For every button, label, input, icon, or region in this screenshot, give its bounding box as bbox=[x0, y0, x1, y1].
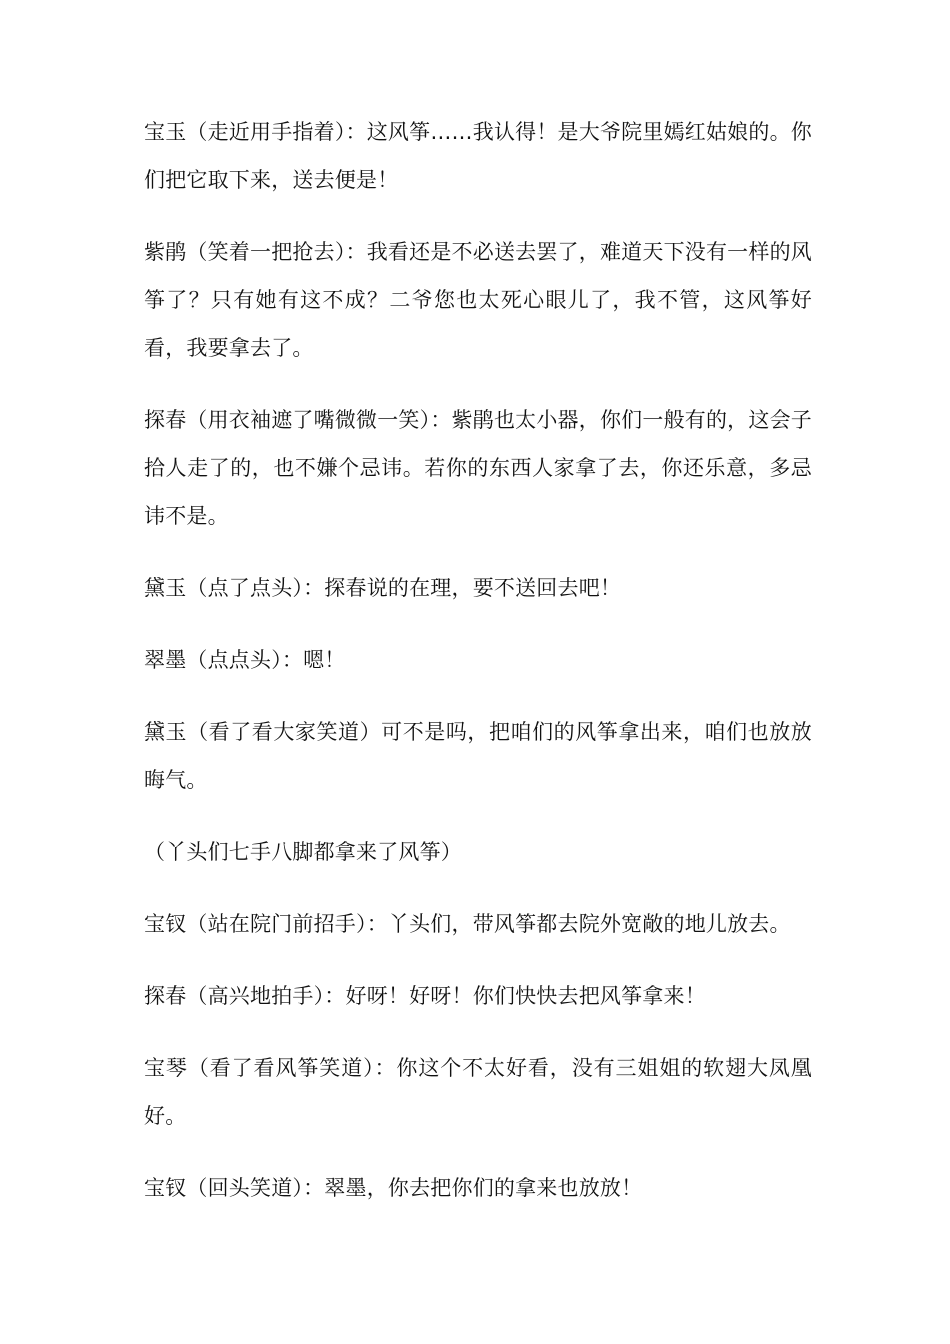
paragraph-daiyu-1: 黛玉（点了点头）：探春说的在理，要不送回去吧！ bbox=[144, 576, 622, 600]
paragraph-baochai-2: 宝钗（回头笑道）：翠墨，你去把你们的拿来也放放！ bbox=[144, 1176, 643, 1200]
document-body bbox=[144, 108, 812, 1236]
paragraph-baoyu-1: 宝玉（走近用手指着）：这风筝……我认得！是大爷院里嫣红姑娘的。你们把它取下来，送去便是！ bbox=[144, 120, 812, 192]
paragraph-daiyu-2: 黛玉（看了看大家笑道）可不是吗，把咱们的风筝拿出来，咱们也放放晦气。 bbox=[144, 720, 812, 792]
paragraph-tanchun-2: 探春（高兴地拍手）：好呀！好呀！你们快快去把风筝拿来！ bbox=[144, 984, 706, 1008]
paragraph-baochai-1: 宝钗（站在院门前招手）：丫头们，带风筝都去院外宽敞的地儿放去。 bbox=[144, 912, 791, 936]
paragraph-stage-direction: （丫头们七手八脚都拿来了风筝） bbox=[144, 840, 462, 864]
paragraph-zijuan: 紫鹃（笑着一把抢去）：我看还是不必送去罢了，难道天下没有一样的风筝了？只有她有这不成？二爷您也太死心眼儿了，我不管，这风筝好看，我要拿去了。 bbox=[144, 240, 812, 360]
paragraph-baoqin: 宝琴（看了看风筝笑道）：你这个不太好看，没有三姐姐的软翅大凤凰好。 bbox=[144, 1056, 812, 1128]
paragraph-cuimo: 翠墨（点点头）：嗯！ bbox=[144, 648, 346, 672]
paragraph-tanchun-1: 探春（用衣袖遮了嘴微微一笑）：紫鹃也太小器，你们一般有的，这会子拾人走了的，也不嫌个忌讳。若你的东西人家拿了去，你还乐意，多忌讳不是。 bbox=[144, 408, 812, 528]
